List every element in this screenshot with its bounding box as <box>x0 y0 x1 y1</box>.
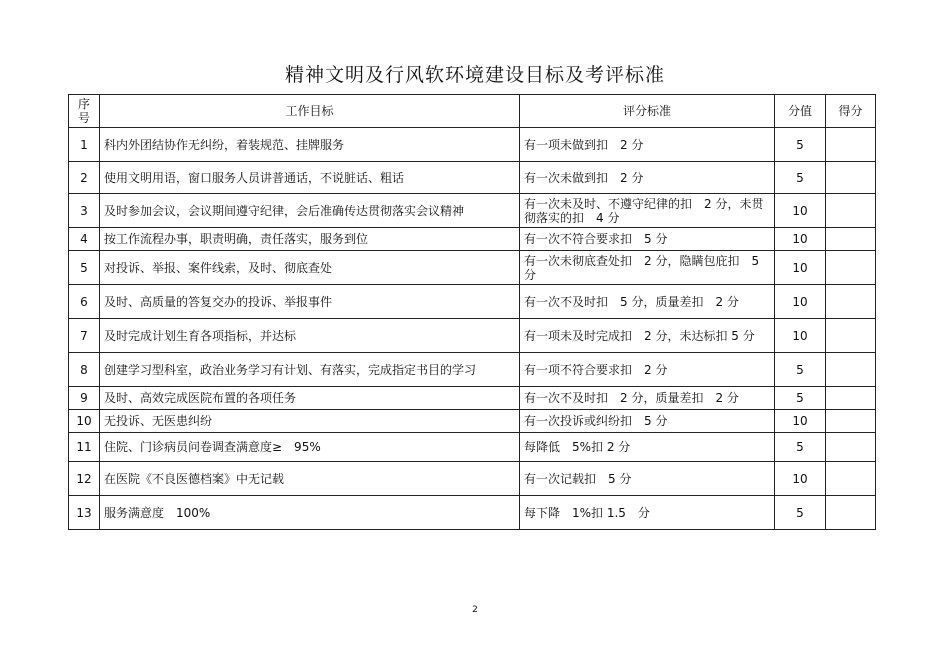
criteria-cell: 有一次不符合要求扣 5 分 <box>520 228 775 251</box>
score-cell: 10 <box>775 228 826 251</box>
evaluation-table <box>68 94 876 530</box>
criteria-cell: 有一次未做到扣 2 分 <box>520 162 775 194</box>
goal-cell: 在医院《不良医德档案》中无记载 <box>100 462 520 496</box>
got-score-cell <box>826 162 876 194</box>
score-cell: 10 <box>775 285 826 319</box>
goal-cell: 创建学习型科室，政治业务学习有计划、有落实，完成指定书目的学习 <box>100 353 520 387</box>
page-title: 精神文明及行风软环境建设目标及考评标准 <box>284 64 665 86</box>
score-cell: 5 <box>775 387 826 410</box>
score-cell: 5 <box>775 128 826 162</box>
row-number: 2 <box>69 162 100 194</box>
criteria-cell: 有一项未及时完成扣 2 分，未达标扣 5 分 <box>520 319 775 353</box>
row-number: 1 <box>69 128 100 162</box>
goal-cell: 及时参加会议，会议期间遵守纪律，会后准确传达贯彻落实会议精神 <box>100 194 520 228</box>
criteria-cell: 每降低 5%扣 2 分 <box>520 433 775 462</box>
row-number: 5 <box>69 251 100 285</box>
goal-cell: 科内外团结协作无纠纷，着装规范、挂牌服务 <box>100 128 520 162</box>
header-goal: 工作目标 <box>100 95 520 128</box>
table-row <box>69 228 876 251</box>
criteria-cell: 有一次记载扣 5 分 <box>520 462 775 496</box>
goal-cell: 及时完成计划生育各项指标，并达标 <box>100 319 520 353</box>
score-cell: 10 <box>775 194 826 228</box>
criteria-cell: 有一次不及时扣 2 分，质量差扣 2 分 <box>520 387 775 410</box>
table-row <box>69 462 876 496</box>
table-row <box>69 496 876 530</box>
score-cell: 5 <box>775 433 826 462</box>
goal-cell: 按工作流程办事，职责明确，责任落实，服务到位 <box>100 228 520 251</box>
row-number: 8 <box>69 353 100 387</box>
row-number: 6 <box>69 285 100 319</box>
got-score-cell <box>826 285 876 319</box>
got-score-cell <box>826 496 876 530</box>
score-cell: 5 <box>775 162 826 194</box>
row-number: 13 <box>69 496 100 530</box>
page-number: 2 <box>472 605 478 615</box>
row-number: 12 <box>69 462 100 496</box>
table-row <box>69 194 876 228</box>
row-number: 10 <box>69 410 100 433</box>
table-row <box>69 162 876 194</box>
criteria-cell: 有一次未及时、不遵守纪律的扣 2 分，未贯彻落实的扣 4 分 <box>520 194 775 228</box>
score-cell: 10 <box>775 462 826 496</box>
goal-cell: 及时、高效完成医院布置的各项任务 <box>100 387 520 410</box>
row-number: 7 <box>69 319 100 353</box>
score-cell: 5 <box>775 353 826 387</box>
score-cell: 10 <box>775 410 826 433</box>
goal-cell: 对投诉、举报、案件线索，及时、彻底查处 <box>100 251 520 285</box>
row-number: 4 <box>69 228 100 251</box>
got-score-cell <box>826 410 876 433</box>
got-score-cell <box>826 228 876 251</box>
got-score-cell <box>826 353 876 387</box>
table-row <box>69 433 876 462</box>
table-row <box>69 251 876 285</box>
header-got: 得分 <box>826 95 876 128</box>
row-number: 3 <box>69 194 100 228</box>
criteria-cell: 有一次不及时扣 5 分，质量差扣 2 分 <box>520 285 775 319</box>
table-row <box>69 319 876 353</box>
goal-cell: 服务满意度 100% <box>100 496 520 530</box>
got-score-cell <box>826 128 876 162</box>
row-number: 11 <box>69 433 100 462</box>
goal-cell: 住院、门诊病员问卷调查满意度≥ 95% <box>100 433 520 462</box>
header-score: 分值 <box>775 95 826 128</box>
goal-cell: 使用文明用语，窗口服务人员讲普通话，不说脏话、粗话 <box>100 162 520 194</box>
criteria-cell: 每下降 1%扣 1.5 分 <box>520 496 775 530</box>
got-score-cell <box>826 433 876 462</box>
header-no: 序号 <box>69 95 100 128</box>
score-cell: 10 <box>775 319 826 353</box>
goal-cell: 无投诉、无医患纠纷 <box>100 410 520 433</box>
criteria-cell: 有一项不符合要求扣 2 分 <box>520 353 775 387</box>
criteria-cell: 有一次投诉或纠纷扣 5 分 <box>520 410 775 433</box>
got-score-cell <box>826 387 876 410</box>
table-row <box>69 387 876 410</box>
score-cell: 5 <box>775 496 826 530</box>
header-criteria: 评分标准 <box>520 95 775 128</box>
got-score-cell <box>826 194 876 228</box>
table-row <box>69 285 876 319</box>
table-row <box>69 353 876 387</box>
criteria-cell: 有一次未彻底查处扣 2 分，隐瞒包庇扣 5 分 <box>520 251 775 285</box>
criteria-cell: 有一项未做到扣 2 分 <box>520 128 775 162</box>
row-number: 9 <box>69 387 100 410</box>
got-score-cell <box>826 462 876 496</box>
score-cell: 10 <box>775 251 826 285</box>
table-row <box>69 128 876 162</box>
table-header-row <box>69 95 876 128</box>
table-row <box>69 410 876 433</box>
got-score-cell <box>826 251 876 285</box>
goal-cell: 及时、高质量的答复交办的投诉、举报事件 <box>100 285 520 319</box>
got-score-cell <box>826 319 876 353</box>
